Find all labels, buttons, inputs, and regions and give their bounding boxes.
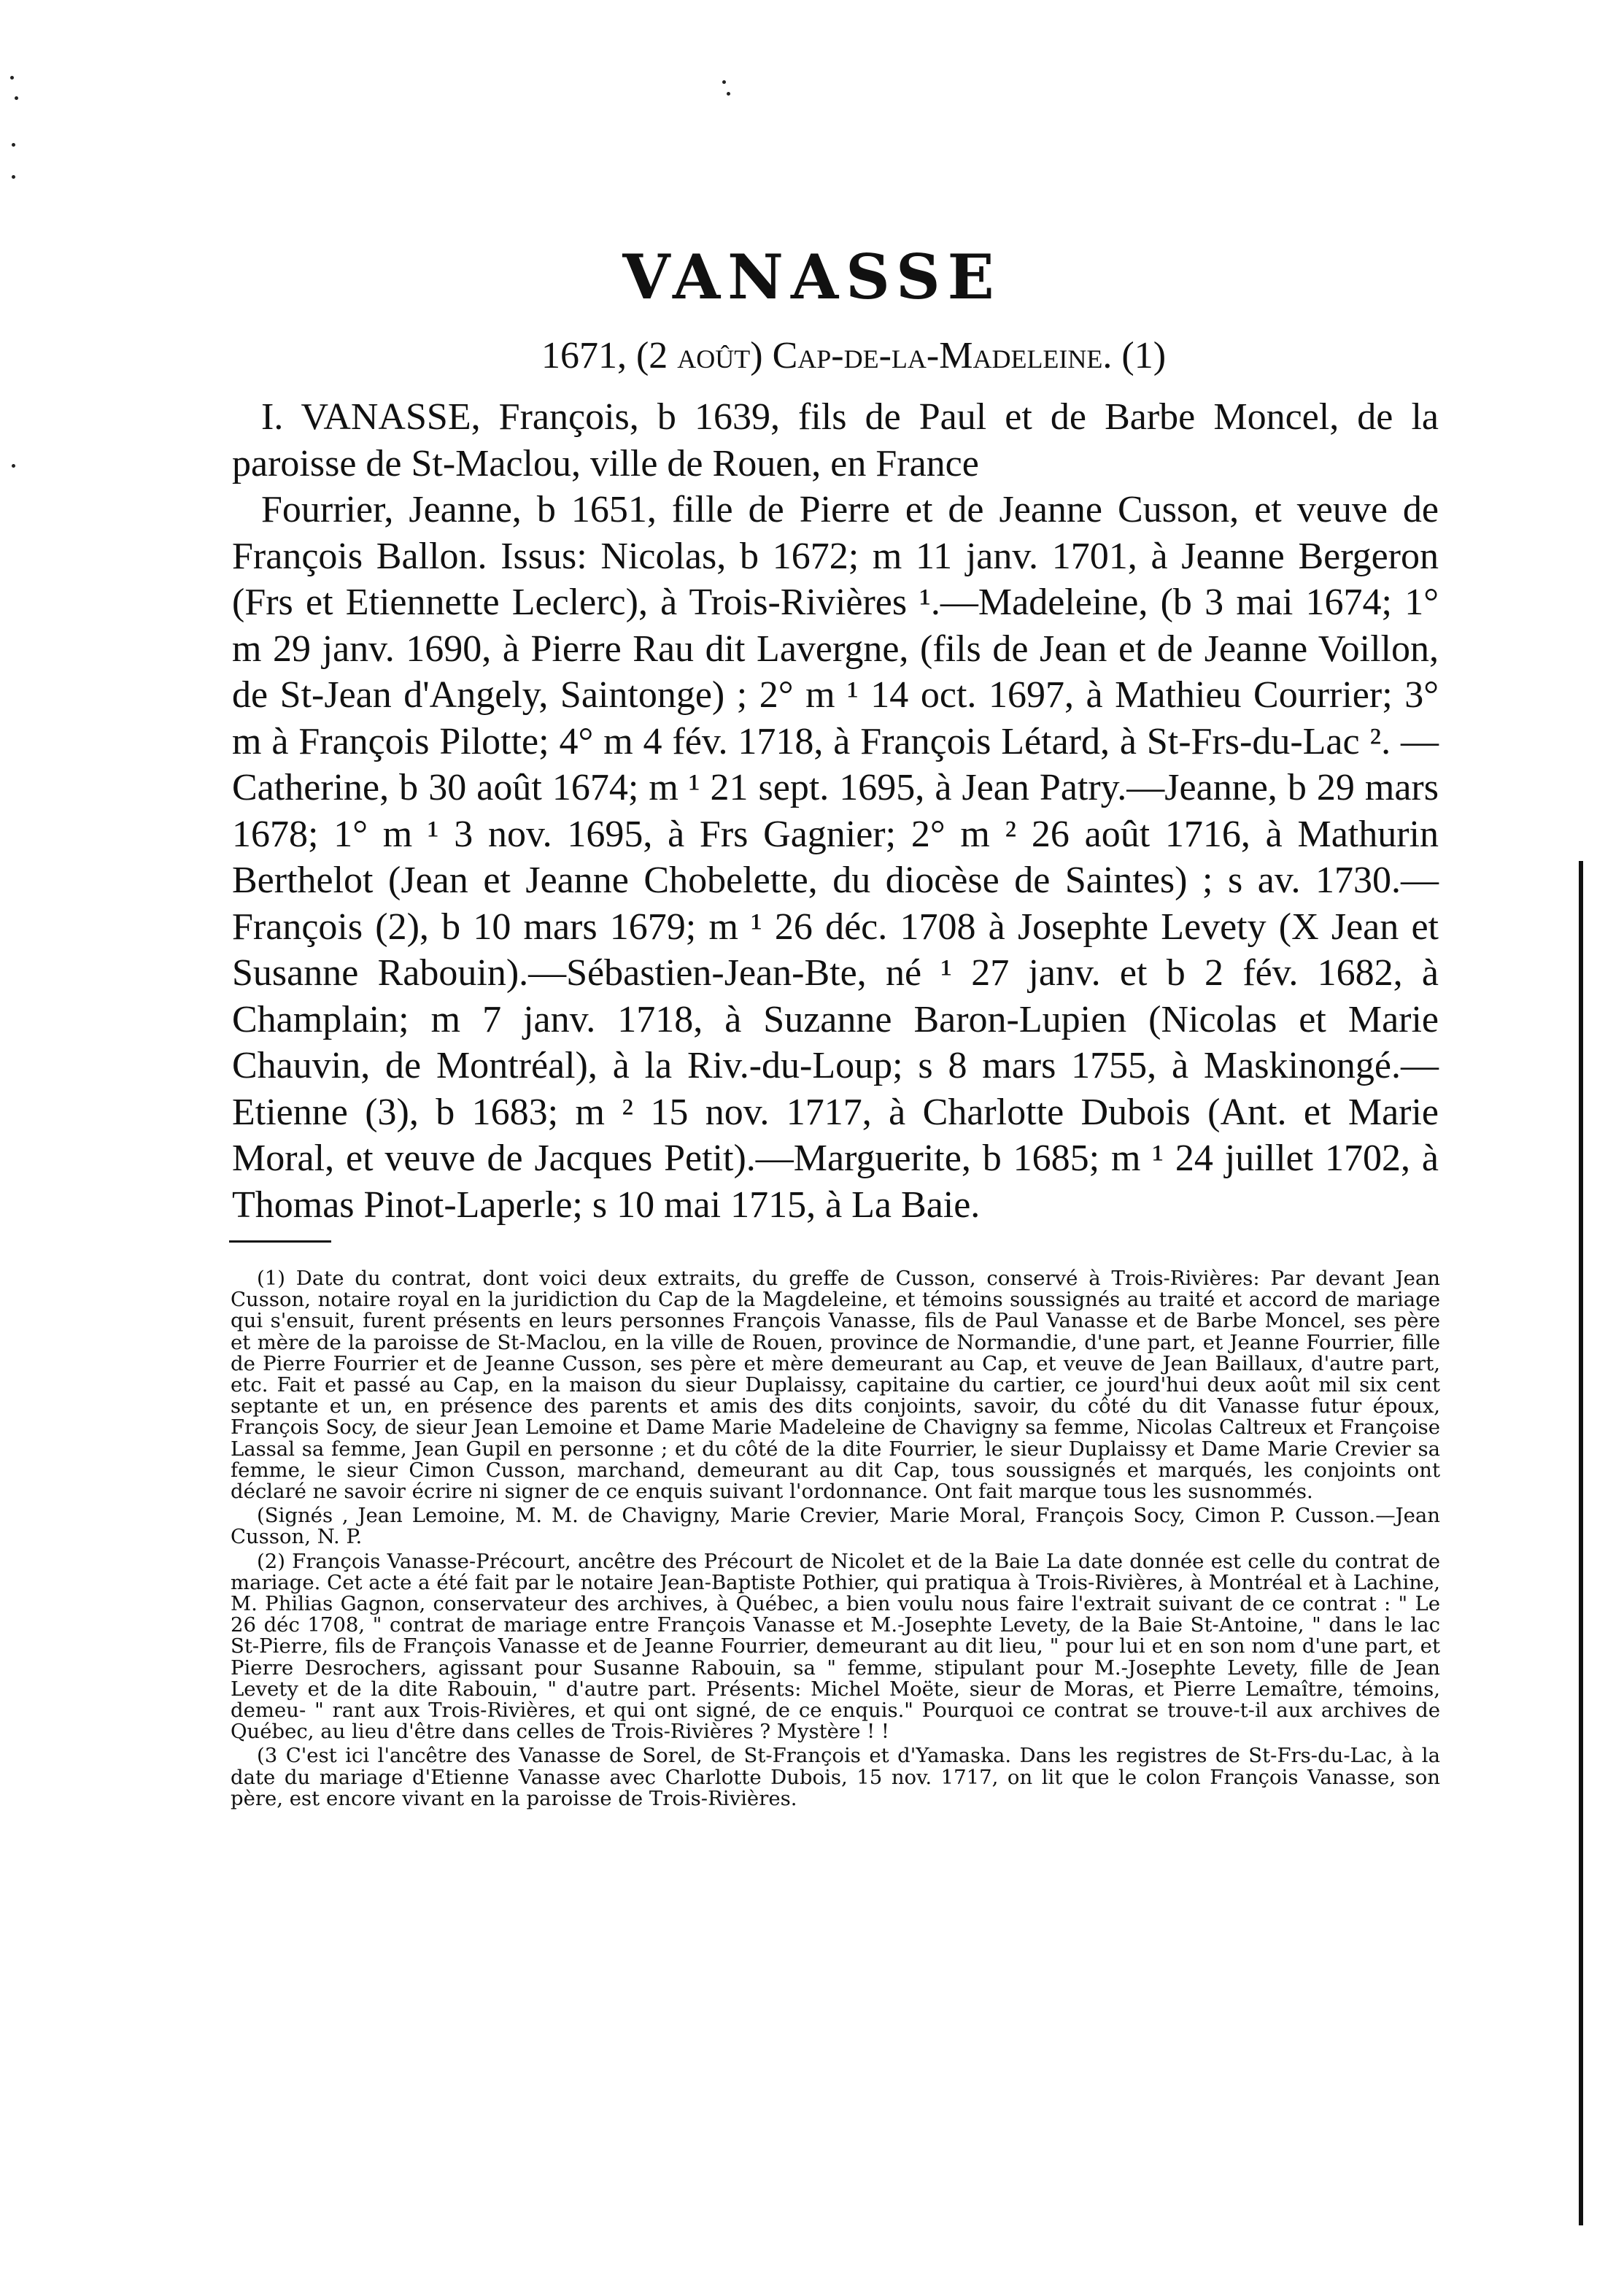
entry-dateline: 1671, (2 août) Cap-de-la-Madeleine. (1) [541, 335, 1167, 376]
scan-speck [12, 464, 15, 468]
footnotes [231, 1268, 1440, 1812]
entry-husband-paragraph: I. VANASSE, François, b 1639, fils de Paul et de Barbe Moncel, de la paroisse de St-Maclou, ville de Rouen, en France [232, 396, 1439, 484]
genealogy-entry [232, 394, 1439, 1228]
footnote-separator [229, 1240, 331, 1243]
scan-edge-bar [1579, 861, 1583, 2225]
scan-speck [12, 175, 15, 179]
footnote-3: (3 C'est ici l'ancêtre des Vanasse de Sorel, de St-François et d'Yamaska. Dans les registres de St-Frs-du-Lac, à la date du mariage d'Etienne Vanasse avec Charlotte Dubois, 15 nov. 1717, on lit que le colon François Vanasse, son père, est encore vivant en la paroisse de Trois-Rivières. [231, 1744, 1440, 1810]
scan-speck [10, 76, 14, 80]
scan-speck [722, 80, 726, 84]
scan-speck [12, 143, 15, 147]
scan-speck [727, 92, 730, 96]
footnote-1: (1) Date du contrat, dont voici deux extraits, du greffe de Cusson, conservé à Trois-Rivières: Par devant Jean Cusson, notaire royal en la juridiction du Cap de la Magdeleine, et témoins soussignés au traité et accord de mariage qui s'ensuit, furent présents en leurs personnes François Vanasse, fils de Paul Vanasse et de Barbe Moncel, ses père et mère de la paroisse de St-Maclou, en la ville de Rouen, province de Normandie, d'une part, et Jeanne Fourrier, fille de Pierre Fourrier et de Jeanne Cusson, ses père et mère demeurant au Cap, et veuve de Jean Baillaux, d'autre part, etc. Fait et passé au Cap, en la maison du sieur Duplaissy, capitaine du cartier, ce jourd'hui deux août mil six cent septante et un, en présence des parents et amis des dits conjoints, savoir, du côté du dit Vanasse futur époux, François Socy, de sieur Jean Lemoine et Dame Marie Madeleine de Chavigny sa femme, Nicolas Caltreux et Françoise Lassal sa femme, Jean Gupil en personne ; et du côté de la dite Fourrier, le sieur Duplaissy et Dame Marie Crevier sa femme, le sieur Cimon Cusson, marchand, demeurant au dit Cap, tous soussignés et marqués, les conjoints ont déclaré ne savoir écrire ni signer de ce enquis suivant l'ordonnance. Ont fait marque tous les susnommés. [231, 1267, 1440, 1504]
entry-wife-children-paragraph: Fourrier, Jeanne, b 1651, fille de Pierre et de Jeanne Cusson, et veuve de François Ballon. Issus: Nicolas, b 1672; m 11 janv. 1701, à Jeanne Bergeron (Frs et Etiennette Leclerc), à Trois-Rivières ¹.—Madeleine, (b 3 mai 1674; 1° m 29 janv. 1690, à Pierre Rau dit Lavergne, (fils de Jean et de Jeanne Voillon, de St-Jean d'Angely, Saintonge) ; 2° m ¹ 14 oct. 1697, à Mathieu Courrier; 3° m à François Pilotte; 4° m 4 fév. 1718, à François Létard, à St-Frs-du-Lac ². —Catherine, b 30 août 1674; m ¹ 21 sept. 1695, à Jean Patry.—Jeanne, b 29 mars 1678; 1° m ¹ 3 nov. 1695, à Frs Gagnier; 2° m ² 26 août 1716, à Mathurin Berthelot (Jean et Jeanne Chobelette, du diocèse de Saintes) ; s av. 1730.—François (2), b 10 mars 1679; m ¹ 26 déc. 1708 à Josephte Levety (X Jean et Susanne Rabouin).—Sébastien-Jean-Bte, né ¹ 27 janv. et b 2 fév. 1682, à Champlain; m 7 janv. 1718, à Suzanne Baron-Lupien (Nicolas et Marie Chauvin, de Montréal), à la Riv.-du-Loup; s 8 mars 1755, à Maskinongé.—Etienne (3), b 1683; m ² 15 nov. 1717, à Charlotte Dubois (Ant. et Marie Moral, et veuve de Jacques Petit).—Marguerite, b 1685; m ¹ 24 juillet 1702, à Thomas Pinot-Laperle; s 10 mai 1715, à La Baie. [232, 489, 1439, 1226]
scan-speck [15, 96, 18, 100]
page-title: VANASSE [622, 241, 1002, 313]
footnote-1-signatures: (Signés , Jean Lemoine, M. M. de Chavigny, Marie Crevier, Marie Moral, François Socy, Cimon P. Cusson.—Jean Cusson, N. P. [231, 1504, 1440, 1549]
footnote-2: (2) François Vanasse-Précourt, ancêtre des Précourt de Nicolet et de la Baie La date donnée est celle du contrat de mariage. Cet acte a été fait par le notaire Jean-Baptiste Pothier, qui pratiqua à Trois-Rivières, à Montréal et à Lachine, M. Philias Gagnon, conservateur des archives, à Québec, a bien voulu nous faire l'extrait suivant de ce contrat : " Le 26 déc 1708, " contrat de mariage entre François Vanasse et M.-Josephte Levety, de la Baie St-Antoine, " dans le lac St-Pierre, fils de François Vanasse et de Jeanne Fourrier, demeurant au dit lieu, " pour lui et en son nom d'une part, et Pierre Desrochers, agissant pour Susanne Rabouin, sa " femme, stipulant pour M.-Josephte Levety, fille de Jean Levety et de la dite Rabouin, " d'autre part. Présents: Michel Moëte, sieur de Moras, et Pierre Lemaître, témoins, demeu- " rant aux Trois-Rivières, et qui ont signé, de ce enquis." Pourquoi ce contrat se trouve-t-il aux archives de Québec, au lieu d'être dans celles de Trois-Rivières ? Mystère ! ! [231, 1549, 1440, 1744]
